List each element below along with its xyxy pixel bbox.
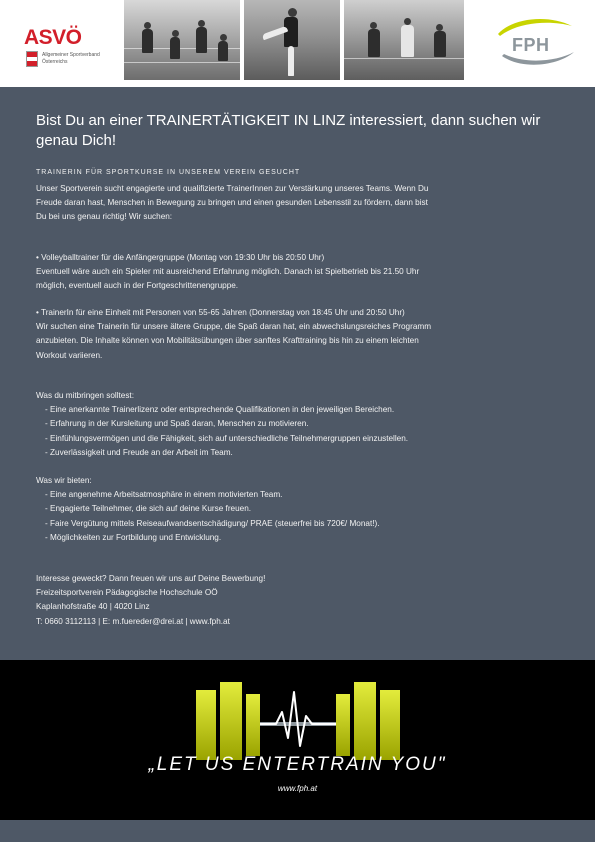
offer-line: • Volleyballtrainer für die Anfängergruppe (Montag von 19:30 Uhr bis 20:50 Uhr): [36, 253, 325, 262]
bottom-strip: [0, 820, 595, 842]
list-item: - Erfahrung in der Kursleitung und Spaß daran, Menschen zu motivieren.: [36, 417, 566, 431]
fph-logo: [488, 12, 580, 72]
benefits-section: [36, 474, 566, 545]
benefits-title: Was wir bieten:: [36, 476, 92, 485]
fph-logo-text: FPH: [512, 35, 550, 55]
slogan: „LET US ENTERTRAIN YOU": [148, 754, 447, 775]
offer-line: anzubieten. Die Inhalte können von Mobilitätsübungen über sanftes Krafttraining bis hin zu einem leichten: [36, 336, 419, 346]
list-item: - Eine angenehme Arbeitsatmosphäre in einem motivierten Team.: [36, 488, 566, 502]
list-item: - Eine anerkannte Trainerlizenz oder entsprechende Qualifikationen in den jeweiligen Bereichen.: [36, 403, 566, 417]
list-item: - Engagierte Teilnehmer, die sich auf deine Kurse freuen.: [36, 502, 566, 516]
asvo-logo-subline-1: Allgemeiner Sportverband: [42, 52, 100, 58]
intro-line: Du bei uns genau richtig! Wir suchen:: [36, 212, 173, 222]
intro-paragraph: [36, 182, 566, 225]
website-url: www.fph.at: [277, 784, 318, 793]
requirements-section: [36, 389, 566, 460]
offer-line: Wir suchen eine Trainerin für unsere ältere Gruppe, die Spaß daran hat, ein abwechslungsreiches Programm: [36, 322, 432, 332]
requirements-title: Was du mitbringen solltest:: [36, 391, 134, 400]
list-item: - Faire Vergütung mittels Reiseaufwandsentschädigung/ PRAE (steuerfrei bis 720€/ Monat!).: [36, 517, 566, 531]
contact-line: Kaplanhofstraße 40 | 4020 Linz: [36, 602, 150, 612]
contact-line: Freizeitsportverein Pädagogische Hochschule OÖ: [36, 588, 218, 598]
offer-senior-group: [36, 306, 566, 363]
header: [0, 0, 595, 87]
martial-arts-photo: [244, 0, 340, 80]
list-item: - Möglichkeiten zur Fortbildung und Entwicklung.: [36, 531, 566, 545]
job-posting: [0, 87, 595, 660]
contact-line: Interesse geweckt? Dann freuen wir uns auf Deine Bewerbung!: [36, 574, 266, 583]
list-item: - Zuverlässigkeit und Freude an der Arbeit im Team.: [36, 446, 566, 460]
requirements-list: [36, 403, 566, 460]
contact-line: T: 0660 3112113 | E: m.fuereder@drei.at | www.fph.at: [36, 616, 230, 626]
offer-line: möglich, eventuell auch in der Fortgeschrittenengruppe.: [36, 281, 239, 291]
austria-crest-icon: [26, 51, 38, 67]
intro-line: Freude daran hast, Menschen in Bewegung zu bringen und einen gesunden Lebensstil zu fördern, dann bist: [36, 198, 428, 208]
asvo-logo-subline-2: Österreichs: [42, 59, 68, 65]
offer-line: • TrainerIn für eine Einheit mit Personen von 55-65 Jahren (Donnerstag von 18:45 Uhr und 20:50 Uhr): [36, 308, 405, 317]
dumbbell-heartbeat-icon: [196, 682, 400, 760]
benefits-list: [36, 488, 566, 545]
headline: Bist Du an einer TRAINERTÄTIGKEIT IN LINZ interessiert, dann suchen wir genau Dich!: [36, 112, 541, 149]
offer-volleyball: [36, 251, 566, 294]
list-item: - Einfühlungsvermögen und die Fähigkeit, sich auf unterschiedliche Teilnehmergruppen einzustellen.: [36, 432, 566, 446]
volleyball-hall-photo: [124, 0, 240, 80]
asvo-logo: [14, 14, 114, 74]
section-title: TRAINERIN FÜR SPORTKURSE IN UNSEREM VEREIN GESUCHT: [36, 169, 301, 176]
offer-line: Eventuell wäre auch ein Spieler mit ausreichend Erfahrung möglich. Danach ist Spielbetrieb bis 21.50 Uhr: [36, 267, 420, 277]
intro-line: Unser Sportverein sucht engagierte und qualifizierte TrainerInnen zur Verstärkung unseres Teams. Wenn Du: [36, 184, 429, 193]
footer-banner: [0, 660, 595, 820]
offer-line: Workout variieren.: [36, 350, 103, 360]
basketball-photo: [344, 0, 464, 80]
contact-block: [36, 572, 566, 629]
asvo-logo-text: ASVÖ: [24, 26, 82, 49]
